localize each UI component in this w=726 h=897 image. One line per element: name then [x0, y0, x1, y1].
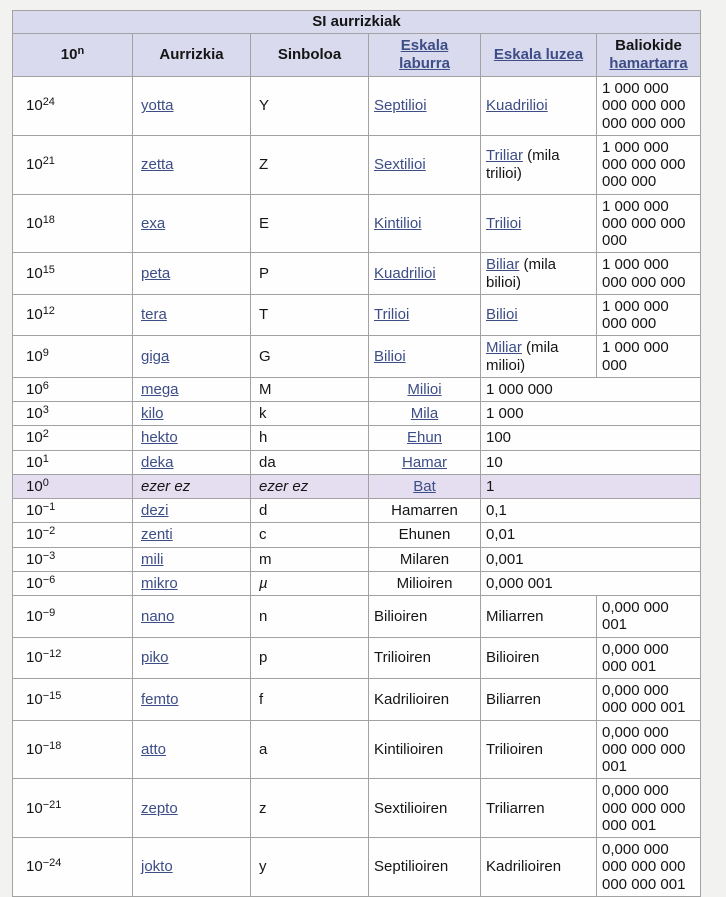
decimal-value: 1 000 000 000 000 000 000 000 [602, 138, 686, 191]
short-scale-text: Kadrilioiren [374, 690, 450, 708]
exponent-cell [13, 596, 133, 638]
power-exponent: 21 [42, 155, 55, 167]
long-scale-cell [481, 77, 597, 136]
short-scale-cell [369, 253, 481, 295]
long-scale-link[interactable]: Triliar [486, 147, 523, 165]
table-row [13, 571, 701, 595]
decimal-value-cell [481, 547, 701, 571]
baliokide-label: Baliokide [615, 37, 682, 54]
prefix-link[interactable]: piko [141, 649, 169, 667]
table-row [13, 135, 701, 194]
table-row [13, 720, 701, 779]
short-scale-cell [369, 779, 481, 838]
decimal-value-cell [481, 426, 701, 450]
symbol-cell [251, 779, 369, 838]
symbol-text: k [259, 405, 267, 422]
prefix-cell [133, 779, 251, 838]
short-scale-cell [369, 77, 481, 136]
prefix-cell [133, 402, 251, 426]
symbol-cell [251, 426, 369, 450]
power-exponent: 2 [42, 428, 49, 441]
short-scale-link[interactable]: Sextilioi [374, 156, 426, 173]
prefix-cell [133, 637, 251, 679]
power-exponent: −6 [42, 573, 56, 586]
long-scale-cell [481, 720, 597, 779]
long-scale-cell [481, 838, 597, 897]
symbol-text: n [259, 607, 268, 625]
exponent-cell [13, 377, 133, 401]
short-scale-cell [369, 194, 481, 253]
short-scale-cell [369, 377, 481, 401]
symbol-text: h [259, 429, 268, 447]
decimal-value-cell [597, 336, 701, 378]
short-scale-cell [369, 294, 481, 336]
short-scale-cell [369, 679, 481, 721]
short-scale-link[interactable]: Septilioi [374, 97, 427, 115]
decimal-value: 100 [486, 429, 512, 447]
decimal-value: 1 000 000 000 [602, 339, 669, 374]
decimal-value: 0,1 [486, 502, 507, 519]
long-scale-cell [481, 135, 597, 194]
decimal-value-cell [597, 838, 701, 897]
column-header-baliokide [597, 34, 701, 77]
decimal-value-cell [597, 253, 701, 295]
prefix-cell [133, 77, 251, 136]
column-header-power [13, 34, 133, 77]
short-scale-text: Milaren [399, 550, 450, 568]
symbol-text: z [259, 799, 267, 817]
long-scale-link[interactable]: Miliar [486, 339, 522, 357]
power-base: 10 [26, 453, 43, 471]
long-scale-extra: (mila bilioi) [486, 256, 557, 291]
table-row [13, 779, 701, 838]
symbol-cell [251, 571, 369, 595]
column-header-eskala-laburra [369, 34, 481, 77]
power-exponent: 3 [42, 404, 49, 416]
symbol-cell [251, 679, 369, 721]
short-scale-text: Milioiren [396, 574, 453, 592]
long-scale-text: Bilioiren [486, 649, 540, 667]
short-scale-link[interactable]: Trilioi [374, 306, 410, 324]
prefix-link[interactable]: dezi [141, 502, 169, 519]
symbol-text: T [259, 306, 269, 324]
symbol-text: y [259, 858, 267, 876]
table-row [13, 377, 701, 401]
long-scale-text: Biliarren [486, 690, 542, 708]
table-row [13, 838, 701, 897]
exponent-cell [13, 426, 133, 450]
symbol-text: m [259, 550, 272, 568]
decimal-value-cell [597, 294, 701, 336]
symbol-text: p [259, 649, 268, 667]
power-exponent: 0 [42, 476, 49, 489]
power-base: 10 [26, 799, 43, 817]
symbol-cell [251, 474, 369, 498]
symbol-text: G [259, 347, 271, 365]
symbol-text: E [259, 214, 270, 232]
prefix-cell [133, 377, 251, 401]
symbol-cell [251, 135, 369, 194]
prefix-cell [133, 596, 251, 638]
prefix-link[interactable]: mikro [141, 574, 178, 592]
symbol-text: ezer ez [259, 477, 309, 495]
symbol-cell [251, 838, 369, 897]
short-scale-link[interactable]: Kuadrilioi [374, 264, 436, 282]
exponent-cell [13, 294, 133, 336]
power-base: 10 [26, 502, 43, 519]
symbol-cell [251, 336, 369, 378]
short-scale-text: Bilioiren [374, 607, 428, 625]
long-scale-link[interactable]: Kuadrilioi [486, 97, 548, 115]
decimal-value-cell [597, 779, 701, 838]
power-exponent: −12 [42, 648, 62, 661]
table-title: SI aurrizkiak [13, 11, 701, 34]
long-scale-link[interactable]: Trilioi [486, 214, 522, 232]
power-base: 10 [60, 46, 78, 63]
long-scale-text: Triliarren [486, 799, 545, 817]
symbol-cell [251, 402, 369, 426]
eskala-luzea-link[interactable]: Eskala luzea [493, 46, 584, 63]
short-scale-text: Hamarren [391, 502, 458, 519]
short-scale-cell [369, 135, 481, 194]
prefix-cell [133, 336, 251, 378]
long-scale-cell [481, 679, 597, 721]
power-exponent: −1 [42, 501, 56, 513]
column-header-sinboloa: Sinboloa [251, 34, 369, 77]
table-row [13, 336, 701, 378]
prefix-cell [133, 253, 251, 295]
power-base: 10 [26, 690, 43, 708]
decimal-value: 1 000 000 000 000 [602, 297, 669, 332]
short-scale-text: Trilioiren [374, 649, 431, 667]
power-exponent: −18 [42, 739, 62, 752]
symbol-cell [251, 637, 369, 679]
power-base: 10 [26, 347, 43, 365]
exponent-cell [13, 637, 133, 679]
prefix-link[interactable]: atto [141, 740, 167, 758]
power-exponent: 12 [42, 305, 55, 318]
long-scale-extra: (mila milioi) [486, 339, 559, 374]
column-header-eskala-luzea [481, 34, 597, 77]
exponent-cell [13, 720, 133, 779]
power-exponent: n [77, 45, 85, 57]
short-scale-cell [369, 571, 481, 595]
prefix-cell [133, 194, 251, 253]
exponent-cell [13, 779, 133, 838]
table-row [13, 523, 701, 547]
decimal-value-cell [597, 679, 701, 721]
column-header-aurrizkia: Aurrizkia [133, 34, 251, 77]
power-base: 10 [26, 264, 43, 282]
decimal-value-cell [597, 720, 701, 779]
exponent-cell [13, 194, 133, 253]
short-scale-text: Ehunen [398, 526, 451, 544]
table-title-row [13, 11, 701, 34]
prefix-cell [133, 679, 251, 721]
power-base: 10 [26, 156, 43, 173]
long-scale-text: Kadrilioiren [486, 858, 562, 876]
decimal-value-cell [481, 499, 701, 523]
decimal-value-cell [481, 523, 701, 547]
prefix-cell [133, 547, 251, 571]
symbol-text: Y [259, 97, 270, 115]
decimal-value-cell [481, 377, 701, 401]
prefix-cell [133, 135, 251, 194]
power-exponent: −9 [42, 606, 56, 619]
power-base: 10 [26, 607, 43, 625]
exponent-cell [13, 571, 133, 595]
prefix-cell [133, 294, 251, 336]
prefix-link[interactable]: giga [141, 347, 170, 365]
decimal-value-cell [597, 194, 701, 253]
decimal-value: 0,000 000 000 001 [602, 640, 669, 675]
exponent-cell [13, 253, 133, 295]
table-row [13, 499, 701, 523]
decimal-value: 0,000 000 000 000 000 001 [602, 723, 686, 775]
decimal-value: 0,000 001 [486, 574, 553, 592]
short-scale-cell [369, 523, 481, 547]
power-base: 10 [26, 306, 43, 324]
short-scale-cell [369, 499, 481, 523]
long-scale-text: Miliarren [486, 607, 544, 625]
short-scale-link[interactable]: Bat [413, 477, 436, 495]
symbol-text: M [259, 380, 272, 398]
short-scale-cell [369, 547, 481, 571]
decimal-value-cell [481, 474, 701, 498]
prefix-link[interactable]: jokto [141, 858, 173, 876]
prefix-cell [133, 838, 251, 897]
prefix-cell [133, 426, 251, 450]
long-scale-cell [481, 336, 597, 378]
table-row [13, 194, 701, 253]
table-row [13, 547, 701, 571]
prefix-link[interactable]: mega [141, 380, 179, 398]
exponent-cell [13, 547, 133, 571]
decimal-value-cell [597, 135, 701, 194]
symbol-text: a [259, 740, 268, 758]
long-scale-cell [481, 637, 597, 679]
symbol-text: d [259, 502, 268, 519]
prefix-link[interactable]: femto [141, 690, 179, 708]
short-scale-cell [369, 426, 481, 450]
si-prefix-table [12, 10, 701, 897]
exponent-cell [13, 450, 133, 474]
decimal-value-cell [481, 402, 701, 426]
prefix-link[interactable]: exa [141, 214, 166, 232]
power-base: 10 [26, 526, 43, 544]
symbol-text: c [259, 526, 267, 544]
power-exponent: 9 [42, 346, 49, 359]
table-row [13, 450, 701, 474]
power-exponent: 24 [42, 96, 55, 109]
power-base: 10 [26, 429, 43, 447]
short-scale-link[interactable]: Bilioi [374, 347, 406, 365]
symbol-cell [251, 720, 369, 779]
symbol-cell [251, 450, 369, 474]
short-scale-text: Kintilioiren [374, 740, 444, 758]
prefix-link[interactable]: zetta [141, 156, 174, 173]
decimal-value: 10 [486, 453, 503, 471]
decimal-value: 1 000 [486, 405, 524, 422]
prefix-link[interactable]: kilo [141, 405, 164, 422]
decimal-value: 0,000 000 000 000 000 000 000 001 [602, 841, 686, 893]
short-scale-link[interactable]: Ehun [406, 429, 443, 447]
short-scale-cell [369, 596, 481, 638]
prefix-link[interactable]: mili [141, 550, 164, 568]
long-scale-text: Trilioiren [486, 740, 543, 758]
symbol-text: f [259, 690, 264, 708]
short-scale-cell [369, 637, 481, 679]
long-scale-cell [481, 253, 597, 295]
exponent-cell [13, 135, 133, 194]
power-base: 10 [26, 380, 43, 398]
prefix-text: ezer ez [141, 477, 191, 495]
prefix-link[interactable]: peta [141, 264, 171, 282]
power-exponent: 6 [42, 379, 49, 392]
exponent-cell [13, 336, 133, 378]
prefix-link[interactable]: zenti [141, 526, 173, 544]
long-scale-link[interactable]: Bilioi [486, 306, 518, 324]
table-row [13, 596, 701, 638]
symbol-cell [251, 194, 369, 253]
decimal-value: 1 000 000 000 000 000 000 [602, 197, 686, 249]
prefix-cell [133, 499, 251, 523]
prefix-link[interactable]: tera [141, 306, 167, 324]
power-exponent: 18 [42, 213, 55, 226]
short-scale-text: Sextilioiren [374, 799, 448, 817]
long-scale-link[interactable]: Biliar [486, 256, 520, 274]
short-scale-cell [369, 838, 481, 897]
short-scale-cell [369, 450, 481, 474]
power-exponent: −3 [42, 549, 56, 562]
decimal-value-cell [597, 637, 701, 679]
table-row [13, 253, 701, 295]
table-body [13, 77, 701, 897]
hamartarra-link[interactable]: hamartarra [609, 55, 688, 72]
short-scale-cell [369, 402, 481, 426]
power-exponent: −24 [42, 857, 62, 870]
exponent-cell [13, 838, 133, 897]
symbol-cell [251, 499, 369, 523]
long-scale-cell [481, 294, 597, 336]
decimal-value-cell [481, 450, 701, 474]
power-base: 10 [26, 477, 43, 495]
exponent-cell [13, 523, 133, 547]
decimal-value: 0,000 000 001 [602, 599, 669, 634]
exponent-cell [13, 402, 133, 426]
symbol-text: da [259, 453, 276, 471]
prefix-link[interactable]: hekto [141, 429, 178, 447]
long-scale-cell [481, 596, 597, 638]
short-scale-link[interactable]: Hamar [401, 453, 447, 471]
prefix-cell [133, 571, 251, 595]
symbol-cell [251, 523, 369, 547]
symbol-text: Z [259, 156, 269, 173]
decimal-value: 1 [486, 477, 495, 495]
exponent-cell [13, 499, 133, 523]
symbol-cell [251, 294, 369, 336]
decimal-value: 1 000 000 000 000 000 [602, 256, 686, 291]
decimal-value: 1 000 000 000 000 000 000 000 000 [602, 80, 686, 132]
short-scale-cell [369, 336, 481, 378]
decimal-value-cell [597, 596, 701, 638]
power-base: 10 [26, 214, 43, 232]
prefix-cell [133, 450, 251, 474]
prefix-cell [133, 720, 251, 779]
exponent-cell [13, 679, 133, 721]
power-exponent: −15 [42, 689, 62, 702]
prefix-cell [133, 474, 251, 498]
power-base: 10 [26, 574, 43, 592]
symbol-text: µ [259, 574, 268, 592]
symbol-cell [251, 253, 369, 295]
short-scale-text: Septilioiren [374, 858, 449, 876]
exponent-cell [13, 474, 133, 498]
power-base: 10 [26, 649, 43, 667]
symbol-cell [251, 377, 369, 401]
decimal-value-cell [597, 77, 701, 136]
power-base: 10 [26, 740, 43, 758]
eskala-laburra-link[interactable]: Eskala laburra [399, 37, 450, 72]
symbol-cell [251, 547, 369, 571]
short-scale-cell [369, 474, 481, 498]
decimal-value: 0,000 000 000 000 000 000 001 [602, 782, 686, 834]
power-base: 10 [26, 858, 43, 876]
power-exponent: −21 [42, 798, 62, 811]
prefix-cell [133, 523, 251, 547]
table-row [13, 679, 701, 721]
table-row [13, 474, 701, 498]
symbol-cell [251, 77, 369, 136]
long-scale-cell [481, 194, 597, 253]
table-row [13, 294, 701, 336]
table-row [13, 637, 701, 679]
short-scale-link[interactable]: Mila [410, 405, 439, 422]
table-row [13, 77, 701, 136]
exponent-cell [13, 77, 133, 136]
prefix-link[interactable]: deka [141, 453, 174, 471]
power-base: 10 [26, 405, 43, 422]
short-scale-link[interactable]: Milioi [407, 380, 442, 398]
prefix-link[interactable]: yotta [141, 97, 174, 115]
power-exponent: 15 [42, 263, 55, 276]
symbol-text: P [259, 264, 270, 282]
power-exponent: 1 [42, 452, 49, 465]
symbol-cell [251, 596, 369, 638]
long-scale-cell [481, 779, 597, 838]
power-base: 10 [26, 97, 43, 115]
prefix-link[interactable]: zepto [141, 799, 178, 817]
decimal-value: 0,01 [486, 526, 516, 544]
power-exponent: −2 [42, 525, 56, 538]
decimal-value: 0,001 [486, 550, 524, 568]
short-scale-link[interactable]: Kintilioi [374, 214, 422, 232]
table-header-row [13, 34, 701, 77]
prefix-link[interactable]: nano [141, 607, 175, 625]
decimal-value-cell [481, 571, 701, 595]
short-scale-cell [369, 720, 481, 779]
long-scale-extra: (mila trilioi) [486, 147, 560, 182]
decimal-value: 1 000 000 [486, 380, 553, 398]
table-row [13, 402, 701, 426]
table-row [13, 426, 701, 450]
power-base: 10 [26, 550, 43, 568]
decimal-value: 0,000 000 000 000 001 [602, 682, 686, 717]
